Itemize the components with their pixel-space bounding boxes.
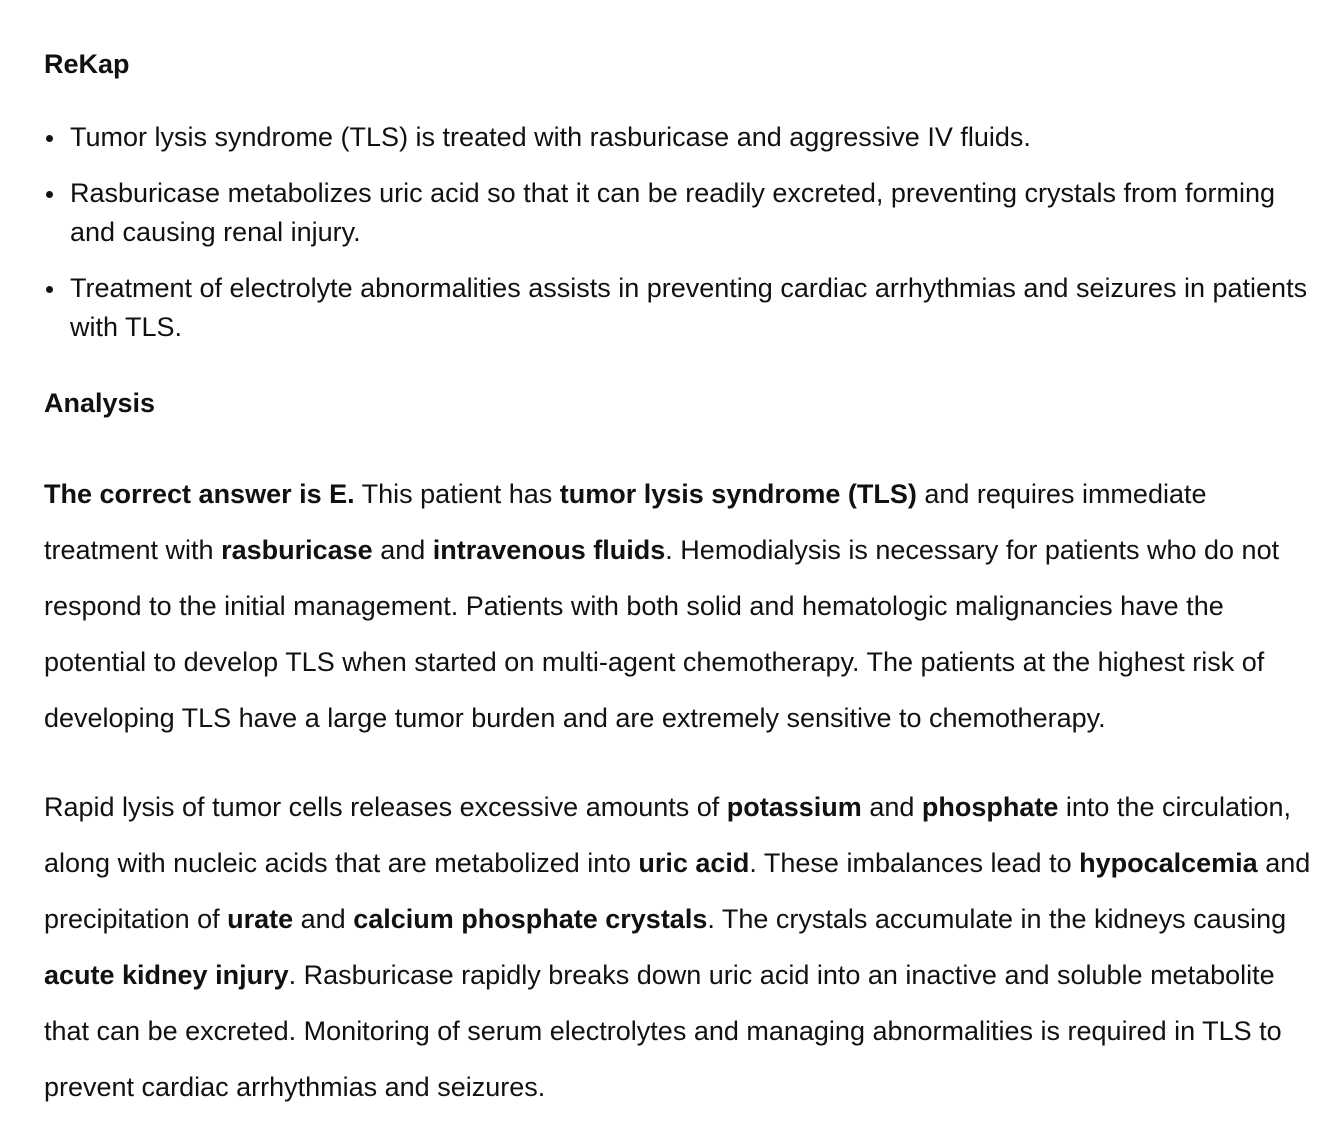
text-span: into the circulation, along with nucleic acids that are metabolized into <box>44 792 1292 878</box>
bold-term: rasburicase <box>221 535 373 565</box>
bold-term: intravenous fluids <box>432 535 666 565</box>
text-span: and precipitation of <box>44 848 1311 934</box>
text-span: Rapid lysis of tumor cells releases excessive amounts of <box>44 792 727 822</box>
text-span: . Rasburicase rapidly breaks down uric acid into an inactive and soluble metabolite that can be excreted. Monitoring of serum electrolytes and managing abnormalities is required in TLS to prevent cardiac arrhythmias and seizures. <box>44 960 1282 1102</box>
bold-term: hypocalcemia <box>1079 848 1258 878</box>
text-span: and <box>293 904 354 934</box>
bold-term: calcium phosphate crystals <box>353 904 708 934</box>
rekap-bullet-3: Treatment of electrolyte abnormalities assists in preventing cardiac arrhythmias and seizures in patients with TLS. <box>44 269 1324 347</box>
text-span: . These imbalances lead to <box>749 848 1080 878</box>
text-span: . Hemodialysis is necessary for patients who do not respond to the initial management. Patients with both solid and hematologic malignancies have the potential to develop TLS when started on multi-agent chemotherapy. The patients at the highest risk of developing TLS have a large tumor burden and are extremely sensitive to chemotherapy. <box>44 535 1280 733</box>
correct-answer-statement: The correct answer is E. <box>44 479 355 509</box>
bold-term: urate <box>227 904 294 934</box>
bold-term: potassium <box>726 792 862 822</box>
bold-term: uric acid <box>638 848 750 878</box>
analysis-paragraph-2 <box>44 779 1314 1115</box>
rekap-bullet-2: Rasburicase metabolizes uric acid so that it can be readily excreted, preventing crystals from forming and causing renal injury. <box>44 174 1324 252</box>
bold-term: tumor lysis syndrome (TLS) <box>559 479 917 509</box>
analysis-paragraph-1 <box>44 466 1314 746</box>
bold-term: acute kidney injury <box>44 960 289 990</box>
analysis-heading: Analysis <box>44 388 156 418</box>
rekap-bullet-list <box>44 118 1324 364</box>
bold-term: phosphate <box>921 792 1059 822</box>
rekap-heading: ReKap <box>44 49 130 79</box>
rekap-bullet-1: Tumor lysis syndrome (TLS) is treated with rasburicase and aggressive IV fluids. <box>44 118 1324 157</box>
text-span: . The crystals accumulate in the kidneys causing <box>707 904 1287 934</box>
text-span: and <box>861 792 922 822</box>
text-span: and requires immediate treatment with <box>44 479 1207 565</box>
text-span: This patient has <box>354 479 560 509</box>
text-span: and <box>372 535 433 565</box>
